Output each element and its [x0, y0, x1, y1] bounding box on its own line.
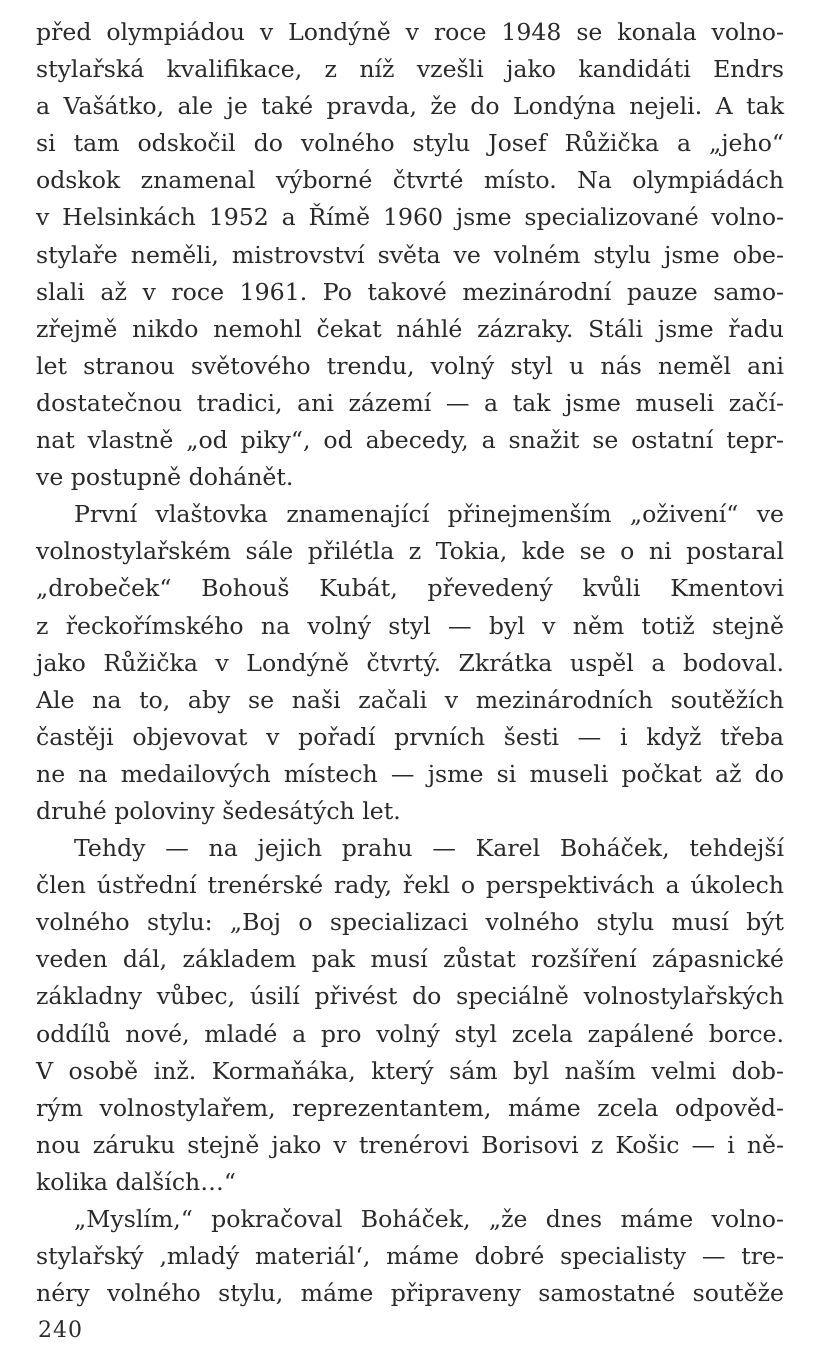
text-line: „drobeček“ Bohouš Kubát, převedený kvůli Kmentovi	[36, 574, 784, 603]
body-text	[36, 14, 784, 1312]
paragraph-1	[36, 14, 784, 496]
text-line: ve postupně dohánět.	[36, 463, 294, 492]
text-line: veden dál, základem pak musí zůstat rozšíření zápasnické	[36, 945, 784, 974]
text-line: slali až v roce 1961. Po takové mezinárodní pauze samo-	[36, 277, 784, 306]
text-line: néry volného stylu, máme připraveny samostatné soutěže	[36, 1279, 784, 1308]
text-line: ne na medailových místech — jsme si museli počkat až do	[36, 759, 784, 788]
text-line: a Vašátko, ale je také pravda, že do Londýna nejeli. A tak	[36, 92, 784, 121]
text-line: nat vlastně „od piky“, od abecedy, a snažit se ostatní tepr-	[36, 426, 784, 455]
text-line: v Helsinkách 1952 a Římě 1960 jsme specializované volno-	[36, 203, 784, 232]
paragraph-2	[36, 496, 784, 830]
text-line: Tehdy — na jejich prahu — Karel Boháček, tehdejší	[74, 834, 784, 863]
text-line: základny vůbec, úsilí přivést do speciálně volnostylařských	[36, 982, 784, 1011]
text-line: rým volnostylařem, reprezentantem, máme zcela odpověd-	[36, 1093, 784, 1122]
text-line: před olympiádou v Londýně v roce 1948 se konala volno-	[36, 18, 784, 46]
text-line: První vlaštovka znamenající přinejmenším „oživení“ ve	[74, 500, 784, 529]
text-line: „Myslím,“ pokračoval Boháček, „že dnes máme volno-	[74, 1205, 784, 1233]
text-line: Ale na to, aby se naši začali v mezinárodních soutěžích	[36, 685, 784, 714]
text-line: z řeckořímského na volný styl — byl v něm totiž stejně	[36, 611, 784, 640]
paragraph-4	[36, 1201, 784, 1312]
text-line: si tam odskočil do volného stylu Josef Růžička a „jeho“	[36, 129, 784, 158]
text-line: V osobě inž. Kormaňáka, který sám byl naším velmi dob-	[36, 1056, 784, 1085]
text-line: oddílů nové, mladé a pro volný styl zcela zapálené borce.	[36, 1019, 784, 1048]
text-line: jako Růžička v Londýně čtvrtý. Zkrátka uspěl a bodoval.	[36, 648, 784, 677]
text-line: let stranou světového trendu, volný styl u nás neměl ani	[36, 351, 784, 380]
text-line: častěji objevovat v pořadí prvních šesti — i když třeba	[36, 722, 784, 751]
text-line: volnostylařském sále přilétla z Tokia, kde se o ni postaral	[36, 537, 784, 566]
paragraph-3	[36, 830, 784, 1201]
text-line: nou záruku stejně jako v trenérovi Borisovi z Košic — i ně-	[36, 1130, 784, 1159]
text-line: člen ústřední trenérské rady, řekl o perspektivách a úkolech	[36, 871, 784, 900]
text-line: stylařská kvalifikace, z níž vzešli jako kandidáti Endrs	[36, 55, 784, 84]
text-line: dostatečnou tradici, ani zázemí — a tak jsme museli začí-	[36, 388, 784, 417]
text-line: odskok znamenal výborné čtvrté místo. Na olympiádách	[36, 166, 784, 195]
text-line: zřejmě nikdo nemohl čekat náhlé zázraky. Stáli jsme řadu	[36, 314, 784, 343]
page-number: 240	[38, 1318, 83, 1343]
text-line: stylařský ‚mladý materiál‘, máme dobré specialisty — tre-	[36, 1242, 784, 1271]
text-line: druhé poloviny šedesátých let.	[36, 796, 401, 825]
text-line: kolika dalších…“	[36, 1167, 236, 1196]
text-line: stylaře neměli, mistrovství světa ve volném stylu jsme obe-	[36, 240, 784, 269]
text-line: volného stylu: „Boj o specializaci volného stylu musí být	[36, 908, 784, 937]
